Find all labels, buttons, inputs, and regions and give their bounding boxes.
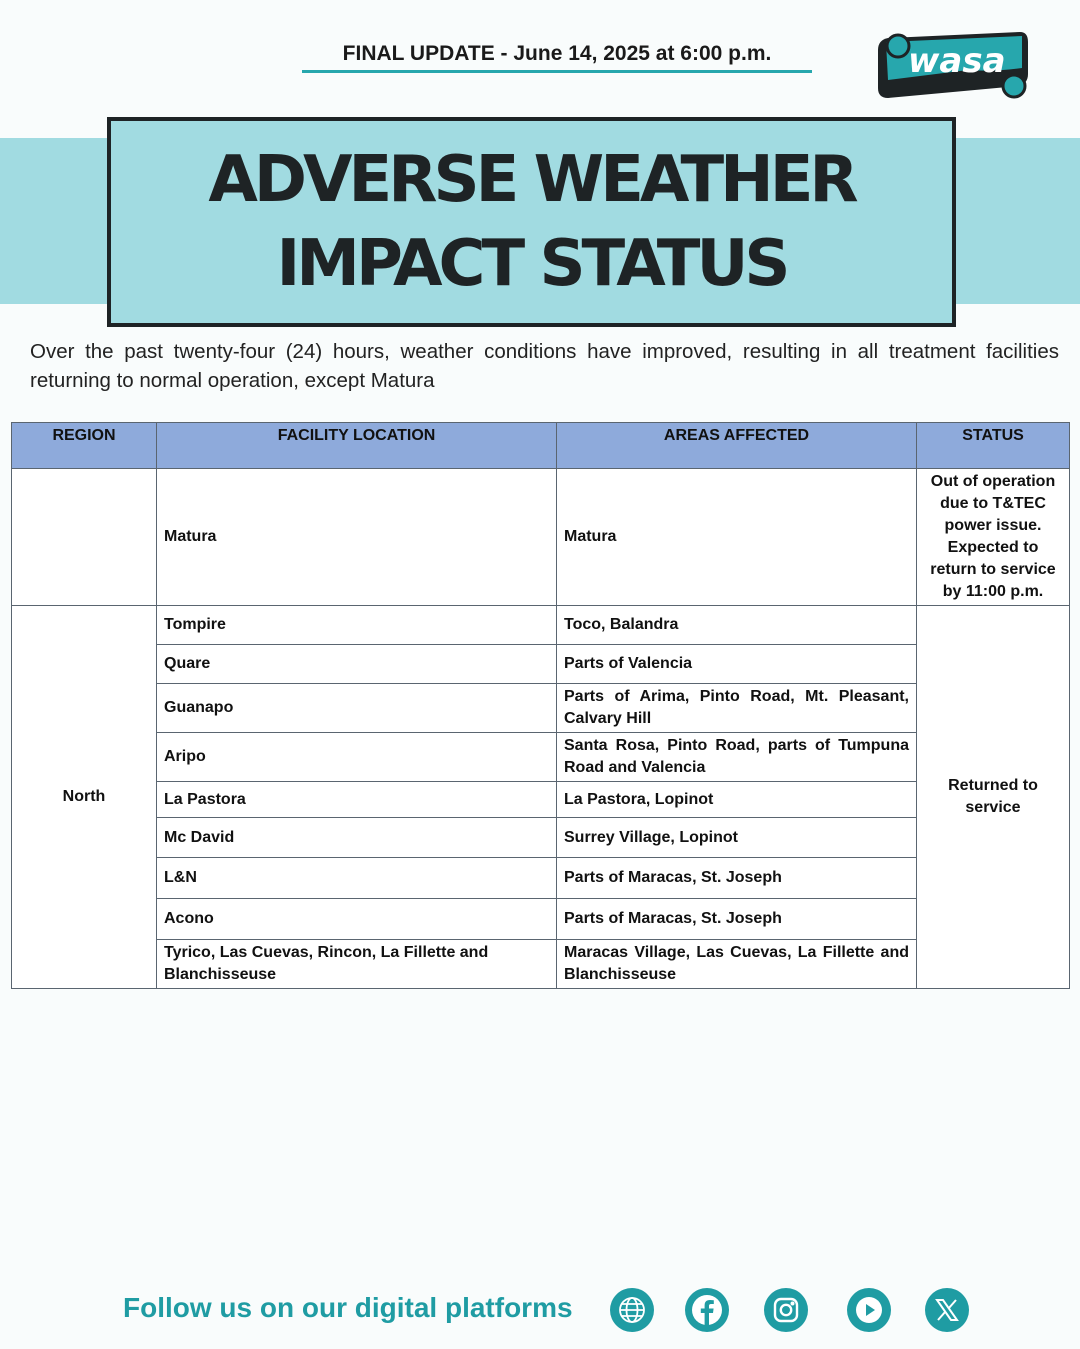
header-facility: FACILITY LOCATION bbox=[157, 423, 557, 469]
header-areas: AREAS AFFECTED bbox=[557, 423, 917, 469]
region-cell bbox=[12, 469, 157, 606]
table-row bbox=[12, 940, 1070, 989]
areas-cell: Santa Rosa, Pinto Road, parts of Tumpuna Road and Valencia bbox=[557, 733, 917, 782]
table-row bbox=[12, 858, 1070, 899]
areas-cell: Parts of Valencia bbox=[557, 645, 917, 684]
facility-cell: Aripo bbox=[157, 733, 557, 782]
header-status: STATUS bbox=[917, 423, 1070, 469]
areas-cell: Parts of Maracas, St. Joseph bbox=[557, 858, 917, 899]
title-box bbox=[107, 117, 956, 327]
facility-cell: Matura bbox=[157, 469, 557, 606]
youtube-icon[interactable] bbox=[847, 1288, 891, 1332]
follow-us-text: Follow us on our digital platforms bbox=[123, 1292, 573, 1323]
table-row bbox=[12, 645, 1070, 684]
instagram-icon[interactable] bbox=[764, 1288, 808, 1332]
areas-cell: Toco, Balandra bbox=[557, 606, 917, 645]
areas-cell: Maracas Village, Las Cuevas, La Fillette and Blanchisseuse bbox=[557, 940, 917, 989]
areas-cell: Parts of Arima, Pinto Road, Mt. Pleasant, Calvary Hill bbox=[557, 684, 917, 733]
status-cell-north: Returned to service bbox=[917, 606, 1070, 989]
table-header-row bbox=[12, 423, 1070, 469]
areas-cell: Parts of Maracas, St. Joseph bbox=[557, 899, 917, 940]
x-icon[interactable] bbox=[925, 1288, 969, 1332]
table-row bbox=[12, 818, 1070, 858]
table-row bbox=[12, 684, 1070, 733]
table-row bbox=[12, 606, 1070, 645]
facility-cell: Acono bbox=[157, 899, 557, 940]
globe-icon[interactable] bbox=[610, 1288, 654, 1332]
facility-cell: Tyrico, Las Cuevas, Rincon, La Fillette and Blanchisseuse bbox=[157, 940, 557, 989]
facebook-icon[interactable] bbox=[685, 1288, 729, 1332]
facility-status-table bbox=[11, 422, 1070, 989]
facility-cell: Mc David bbox=[157, 818, 557, 858]
table-row bbox=[12, 469, 1070, 606]
header-region: REGION bbox=[12, 423, 157, 469]
table-row bbox=[12, 899, 1070, 940]
table-row bbox=[12, 782, 1070, 818]
areas-cell: Matura bbox=[557, 469, 917, 606]
areas-cell: La Pastora, Lopinot bbox=[557, 782, 917, 818]
wasa-logo bbox=[874, 28, 1030, 100]
facility-cell: Quare bbox=[157, 645, 557, 684]
areas-cell: Surrey Village, Lopinot bbox=[557, 818, 917, 858]
logo-wordmark: wasa bbox=[908, 41, 1006, 81]
region-cell-north: North bbox=[12, 606, 157, 989]
facility-cell: L&N bbox=[157, 858, 557, 899]
status-cell: Out of operation due to T&TEC power issue. Expected to return to service by 11:00 p.m. bbox=[917, 469, 1070, 606]
title-line-1: ADVERSE WEATHER bbox=[208, 143, 855, 217]
title-line-2: IMPACT STATUS bbox=[276, 227, 787, 301]
facility-cell: Guanapo bbox=[157, 684, 557, 733]
update-timestamp: FINAL UPDATE - June 14, 2025 at 6:00 p.m. bbox=[302, 42, 812, 73]
facility-cell: Tompire bbox=[157, 606, 557, 645]
facility-cell: La Pastora bbox=[157, 782, 557, 818]
table-row bbox=[12, 733, 1070, 782]
intro-paragraph: Over the past twenty-four (24) hours, weather conditions have improved, resulting in all treatment facilities returning to normal operation, except Matura bbox=[30, 340, 1059, 392]
